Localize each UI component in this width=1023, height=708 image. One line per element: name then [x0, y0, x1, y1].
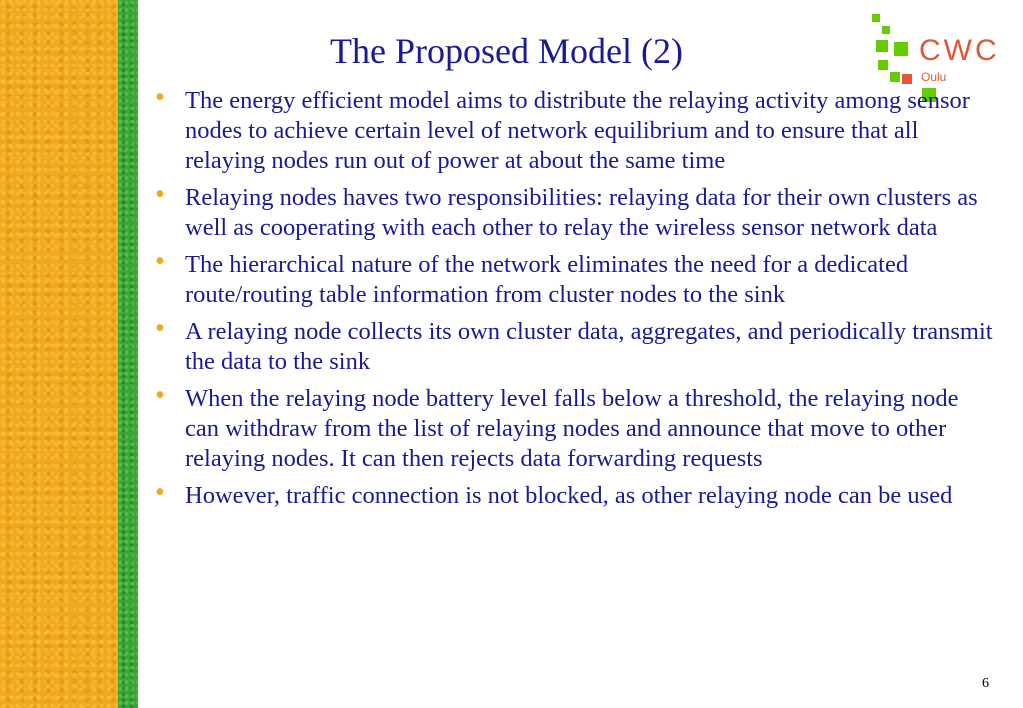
bullet-text: The energy efficient model aims to distribute the relaying activity among sensor nodes to achieve certain level of network equilibrium and to ensure that all relaying nodes run out of power at about the same time	[185, 87, 970, 174]
bullet-marker: •	[155, 82, 165, 113]
decorative-orange-stripe	[0, 0, 118, 708]
logo-square-red	[902, 74, 912, 84]
logo-square	[890, 72, 900, 82]
logo-text: CWC	[919, 34, 1000, 67]
logo-square	[878, 60, 888, 70]
logo-subtext: Oulu	[921, 70, 947, 84]
page-number: 6	[982, 676, 989, 691]
bullet-text: A relaying node collects its own cluster data, aggregates, and periodically transmit the data to the sink	[185, 318, 993, 375]
bullet-item	[155, 246, 995, 310]
bullet-item	[155, 179, 995, 243]
bullet-item	[155, 82, 995, 176]
logo-square	[872, 14, 880, 22]
bullet-text: Relaying nodes haves two responsibilities: relaying data for their own clusters as well as cooperating with each other to relay the wireless sensor network data	[185, 184, 978, 241]
bullet-item	[155, 380, 995, 474]
bullet-marker: •	[155, 313, 165, 344]
bullet-list	[155, 82, 995, 518]
logo-square	[876, 40, 888, 52]
logo-square	[882, 26, 890, 34]
bullet-text: The hierarchical nature of the network eliminates the need for a dedicated route/routing table information from cluster nodes to the sink	[185, 251, 909, 308]
bullet-marker: •	[155, 477, 165, 508]
bullet-text: However, traffic connection is not blocked, as other relaying node can be used	[185, 482, 953, 509]
bullet-marker: •	[155, 179, 165, 210]
slide-title: The Proposed Model (2)	[330, 31, 683, 71]
bullet-item	[155, 477, 995, 511]
bullet-marker: •	[155, 246, 165, 277]
bullet-text: When the relaying node battery level falls below a threshold, the relaying node can withdraw from the list of relaying nodes and announce that move to other relaying nodes. It can then rejects data forwarding requests	[185, 385, 959, 472]
logo-square	[894, 42, 908, 56]
bullet-item	[155, 313, 995, 377]
bullet-marker: •	[155, 380, 165, 411]
decorative-green-stripe	[118, 0, 138, 708]
